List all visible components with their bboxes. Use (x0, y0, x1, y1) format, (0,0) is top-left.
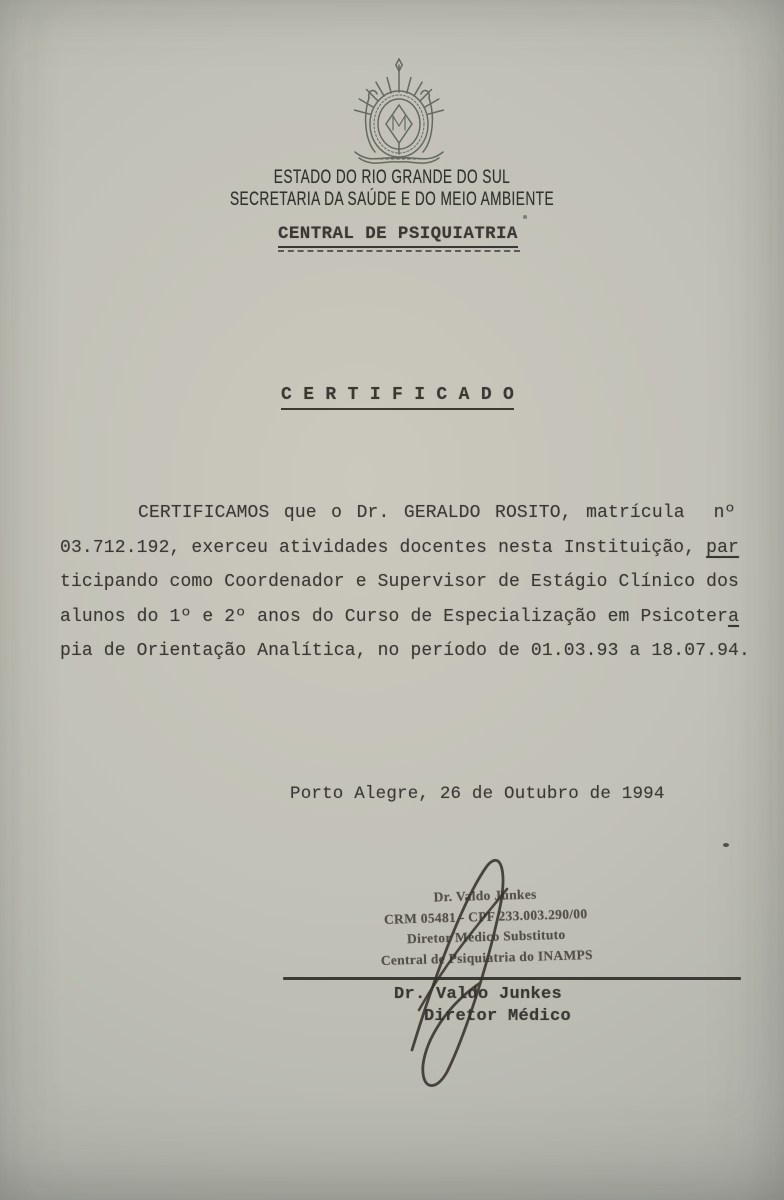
department-name: CENTRAL DE PSIQUIATRIA (278, 224, 518, 248)
body-line-2-hyphen-syllable: par (706, 537, 740, 558)
stamp-institution: Central de Psiquiatria do INAMPS (380, 946, 594, 968)
state-name: ESTADO DO RIO GRANDE DO SUL (273, 167, 511, 188)
ink-speck (723, 843, 729, 847)
secretariat-name: SECRETARIA DA SAÚDE E DO MEIO AMBIENTE (229, 189, 555, 210)
ink-speck (523, 215, 527, 219)
emblem-ribbon (355, 143, 443, 163)
certificate-body (60, 496, 750, 669)
signatory-title: Diretor Médico (424, 1007, 572, 1026)
signature-line (283, 977, 741, 980)
signatory-name: Dr. Valdo Junkes (394, 985, 563, 1004)
body-line-2-text: 03.712.192, exerceu atividades docentes nesta Instituição, (60, 537, 707, 558)
letterhead (0, 167, 784, 211)
body-line-2 (60, 531, 740, 566)
body-line-4 (60, 600, 740, 635)
rio-grande-do-sul-coat-of-arms-icon (338, 58, 460, 174)
emblem-spear (396, 59, 402, 75)
stamp-title: Diretor Médico Substituto (406, 926, 566, 947)
stamp-registration: CRM 05481 - CPF 233.003.290/00 (383, 905, 588, 927)
body-line-1: CERTIFICAMOS que o Dr. GERALDO ROSITO, matrícula nº (138, 503, 736, 523)
document-title: C E R T I F I C A D O (281, 385, 514, 410)
rubber-stamp (369, 883, 603, 971)
stamp-name: Dr. Valdo Junkes (433, 886, 537, 905)
body-line-4-hyphen-syllable: a (728, 606, 740, 627)
body-line-5: pia de Orientação Analítica, no período de 01.03.93 a 18.07.94. (60, 641, 750, 662)
place-and-date: Porto Alegre, 26 de Outubro de 1994 (290, 784, 665, 804)
body-line-3: ticipando como Coordenador e Supervisor de Estágio Clínico dos (60, 572, 740, 593)
body-line-4-text: alunos do 1º e 2º anos do Curso de Especialização em Psicoter (60, 606, 729, 627)
